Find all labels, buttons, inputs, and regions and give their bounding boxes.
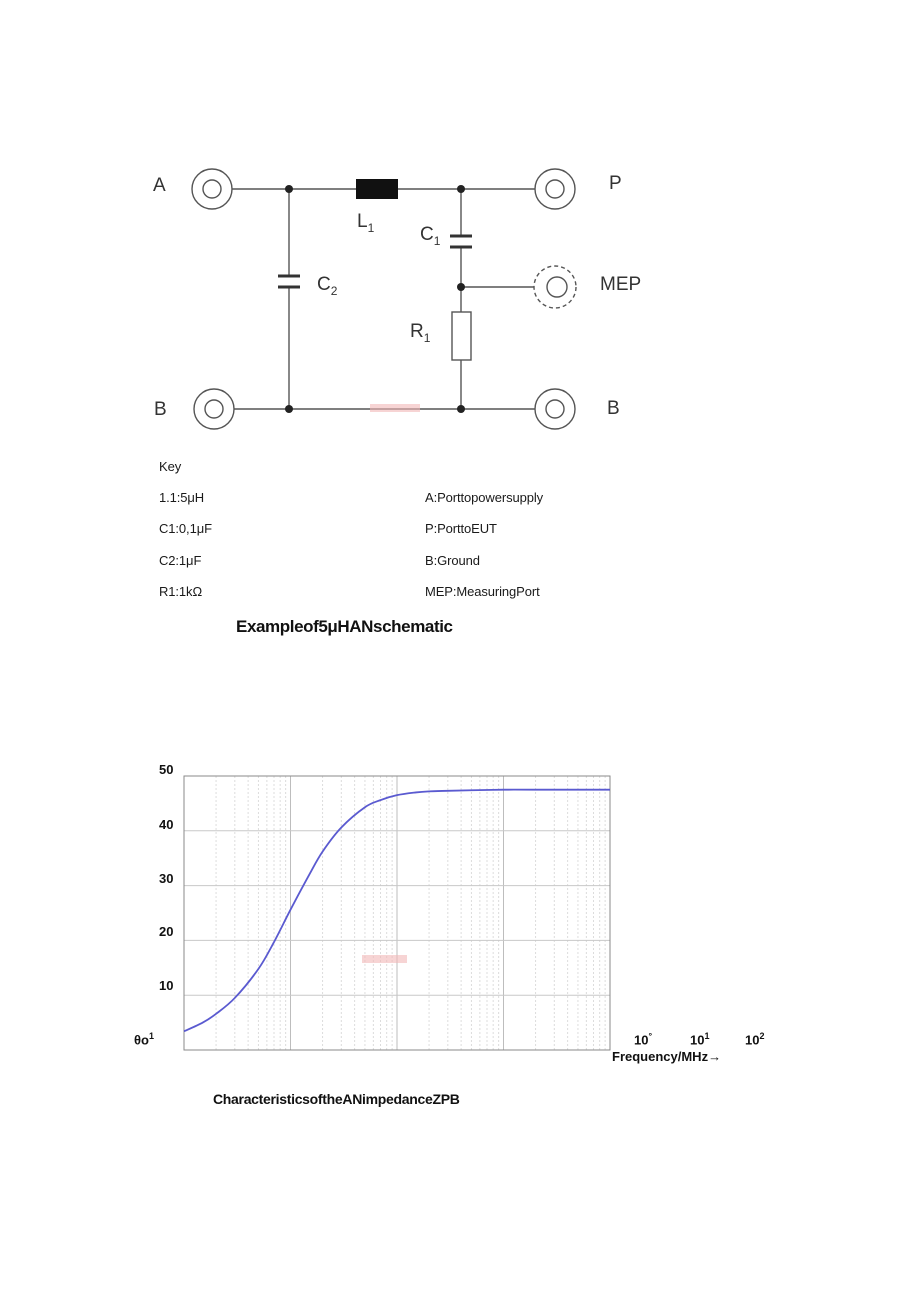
x-tick-label: 10° [634, 1031, 653, 1048]
key-title: Key [159, 459, 182, 474]
x-tick-label: $10^1$ [690, 1031, 710, 1048]
x-axis-label: Frequency/MHz→ [612, 1049, 722, 1064]
x-tick-label-origin: $\theta o^1$ [134, 1031, 154, 1048]
y-tick-label: 40 [159, 817, 174, 832]
y-tick-label: 10 [159, 978, 174, 993]
label-port-p: P [609, 173, 622, 194]
x-tick-label: $10^2$ [745, 1031, 765, 1048]
key-item-right: MEP:MeasuringPort [425, 584, 540, 599]
y-tick-label: 30 [159, 871, 174, 886]
key-item-right: P:PorttoEUT [425, 521, 497, 536]
label-l1: $L_1$ [357, 211, 375, 235]
chart-grid [184, 776, 610, 1050]
key-item-right: B:Ground [425, 553, 480, 568]
label-port-b-left: B [154, 399, 167, 420]
y-tick-label: 20 [159, 924, 174, 939]
label-port-a: A [153, 175, 166, 196]
key-item-left: R1:1kΩ [159, 584, 203, 599]
label-c1: $C_1$ [420, 224, 441, 248]
watermark [362, 955, 407, 963]
key-item-left: C1:0,1μF [159, 521, 212, 536]
key-item-left: C2:1μF [159, 553, 202, 568]
label-port-b-right: B [607, 398, 620, 419]
label-r1: $R_1$ [410, 321, 431, 345]
figure2-caption: CharacteristicsoftheANimpedanceZPB [213, 1091, 460, 1107]
key-item-right: A:Porttopowersupply [425, 490, 544, 505]
label-port-mep: MEP [600, 274, 642, 295]
label-c2: $C_2$ [317, 274, 338, 298]
key-item-left: 1.1:5μH [159, 490, 205, 505]
figure1-caption: Exampleof5μHANschematic [236, 617, 453, 636]
y-tick-label: 50 [159, 762, 174, 777]
